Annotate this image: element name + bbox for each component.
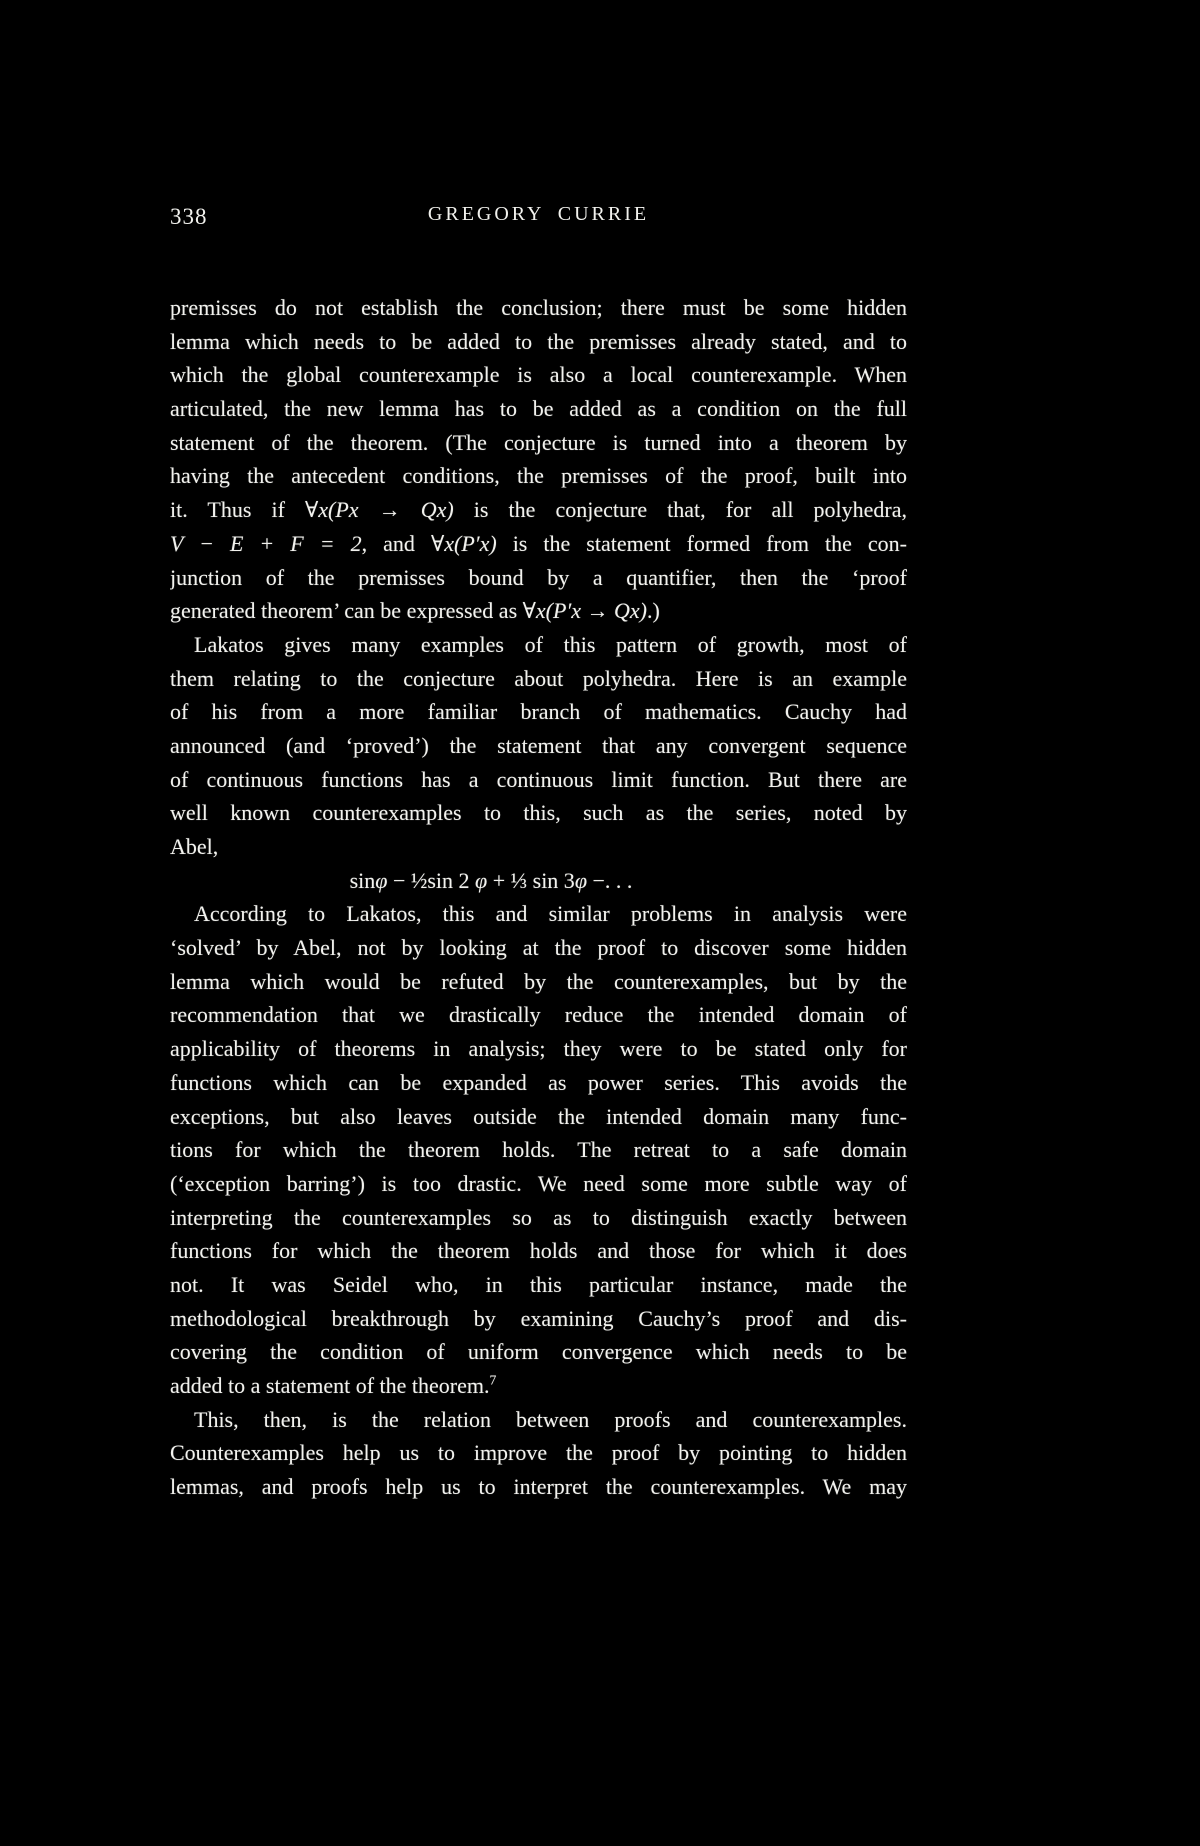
text-line (170, 493, 907, 527)
text-line (170, 763, 907, 797)
text-line (170, 1066, 907, 1100)
text-line (170, 628, 907, 662)
math-expression: ∀x(P′x) (430, 530, 497, 556)
text-run: tions for which the theorem holds. The retreat to a safe domain (170, 1137, 907, 1163)
text-line (170, 1234, 907, 1268)
text-line (170, 830, 907, 864)
page-header (170, 203, 907, 231)
text-line (170, 291, 907, 325)
text-run: According to Lakatos, this and similar problems in analysis were (194, 901, 907, 927)
text-line (170, 325, 907, 359)
body-text (170, 291, 907, 1504)
text-line (170, 1133, 907, 1167)
text-run: lemma which would be refuted by the counterexamples, but by the (170, 968, 907, 994)
text-run: not. It was Seidel who, in this particular instance, made the (170, 1271, 907, 1297)
text-run: Lakatos gives many examples of this pattern of growth, most of (194, 631, 907, 657)
text-run: covering the condition of uniform convergence which needs to be (170, 1339, 907, 1365)
text-run: well known counterexamples to this, such as the series, noted by (170, 800, 907, 826)
text-line (170, 1268, 907, 1302)
text-line (170, 796, 907, 830)
text-run: −. . . (586, 867, 633, 893)
text-line (170, 1100, 907, 1134)
text-line (170, 1167, 907, 1201)
page-number: 338 (170, 204, 208, 229)
text-line (170, 1302, 907, 1336)
text-run: lemma which needs to be added to the premisses already stated, and to (170, 328, 907, 354)
text-column (170, 203, 907, 1504)
text-run: recommendation that we drastically reduce the intended domain of (170, 1002, 907, 1028)
text-run: applicability of theorems in analysis; they were to be stated only for (170, 1036, 907, 1062)
displayed-formula (170, 864, 907, 898)
text-run: .) (647, 598, 660, 624)
text-line (170, 662, 907, 696)
text-line (170, 358, 907, 392)
text-line (170, 695, 907, 729)
text-run: having the antecedent conditions, the premisses of the proof, built into (170, 463, 907, 489)
text-line (170, 1436, 907, 1470)
text-line (170, 594, 907, 628)
text-line (170, 998, 907, 1032)
text-run: statement of the theorem. (The conjecture is turned into a theorem by (170, 429, 907, 455)
text-line (170, 1201, 907, 1235)
text-run: interpreting the counterexamples so as to distinguish exactly between (170, 1204, 907, 1230)
text-run: exceptions, but also leaves outside the intended domain many func- (170, 1103, 907, 1129)
text-run: added to a statement of the theorem. (170, 1373, 490, 1398)
text-run: them relating to the conjecture about polyhedra. Here is an example (170, 665, 907, 691)
text-run: is the conjecture that, for all polyhedra, (453, 497, 907, 523)
text-run: of his from a more familiar branch of mathematics. Cauchy had (170, 699, 907, 725)
text-line (170, 931, 907, 965)
text-run: + ⅓ sin 3 (487, 867, 575, 893)
text-run: functions for which the theorem holds and those for which it does (170, 1238, 907, 1264)
text-line (170, 527, 907, 561)
math-expression: V − E + F = 2 (170, 530, 362, 556)
text-line (170, 1032, 907, 1066)
text-run: , and (361, 530, 431, 556)
text-run: premisses do not establish the conclusion; there must be some hidden (170, 295, 907, 320)
text-line (170, 1403, 907, 1437)
text-run: is the statement formed from the con- (496, 530, 907, 556)
text-run: sin (349, 867, 376, 893)
text-run: (‘exception barring’) is too drastic. We need some more subtle way of (170, 1170, 907, 1196)
math-expression: φ (475, 867, 488, 893)
text-run: which the global counterexample is also a local counterexample. When (170, 362, 907, 388)
text-line (170, 426, 907, 460)
text-run: Abel, (170, 834, 219, 859)
text-line (170, 561, 907, 595)
math-expression: φ (574, 867, 587, 893)
math-expression: φ (375, 867, 388, 893)
text-run: of continuous functions has a continuous limit function. But there are (170, 766, 907, 792)
text-run: Counterexamples help us to improve the proof by pointing to hidden (170, 1440, 907, 1466)
text-run: functions which can be expanded as power series. This avoids the (170, 1069, 907, 1095)
text-line (170, 1335, 907, 1369)
math-expression: ∀x(P′x → Qx) (522, 598, 648, 624)
text-run: ‘solved’ by Abel, not by looking at the proof to discover some hidden (170, 935, 907, 961)
running-title: GREGORY CURRIE (427, 203, 650, 225)
text-run: articulated, the new lemma has to be added as a condition on the full (170, 396, 907, 422)
text-line (170, 1470, 907, 1504)
text-line (170, 459, 907, 493)
text-line (170, 729, 907, 763)
text-run: announced (and ‘proved’) the statement that any convergent sequence (170, 732, 907, 758)
text-line (170, 965, 907, 999)
text-line (170, 897, 907, 931)
text-run: it. Thus if (170, 497, 305, 523)
text-run: junction of the premisses bound by a quantifier, then the ‘proof (170, 564, 907, 590)
text-line (170, 392, 907, 426)
math-expression: ∀x(Px → Qx) (305, 497, 454, 523)
text-run: generated theorem’ can be expressed as (170, 598, 523, 624)
text-run: − ½sin 2 (387, 867, 476, 893)
text-run: This, then, is the relation between proofs and counterexamples. (194, 1406, 907, 1432)
footnote-marker: 7 (489, 1372, 497, 1388)
text-line (170, 1369, 907, 1403)
text-run: methodological breakthrough by examining Cauchy’s proof and dis- (170, 1305, 907, 1331)
text-run: lemmas, and proofs help us to interpret the counterexamples. We may (170, 1474, 907, 1500)
